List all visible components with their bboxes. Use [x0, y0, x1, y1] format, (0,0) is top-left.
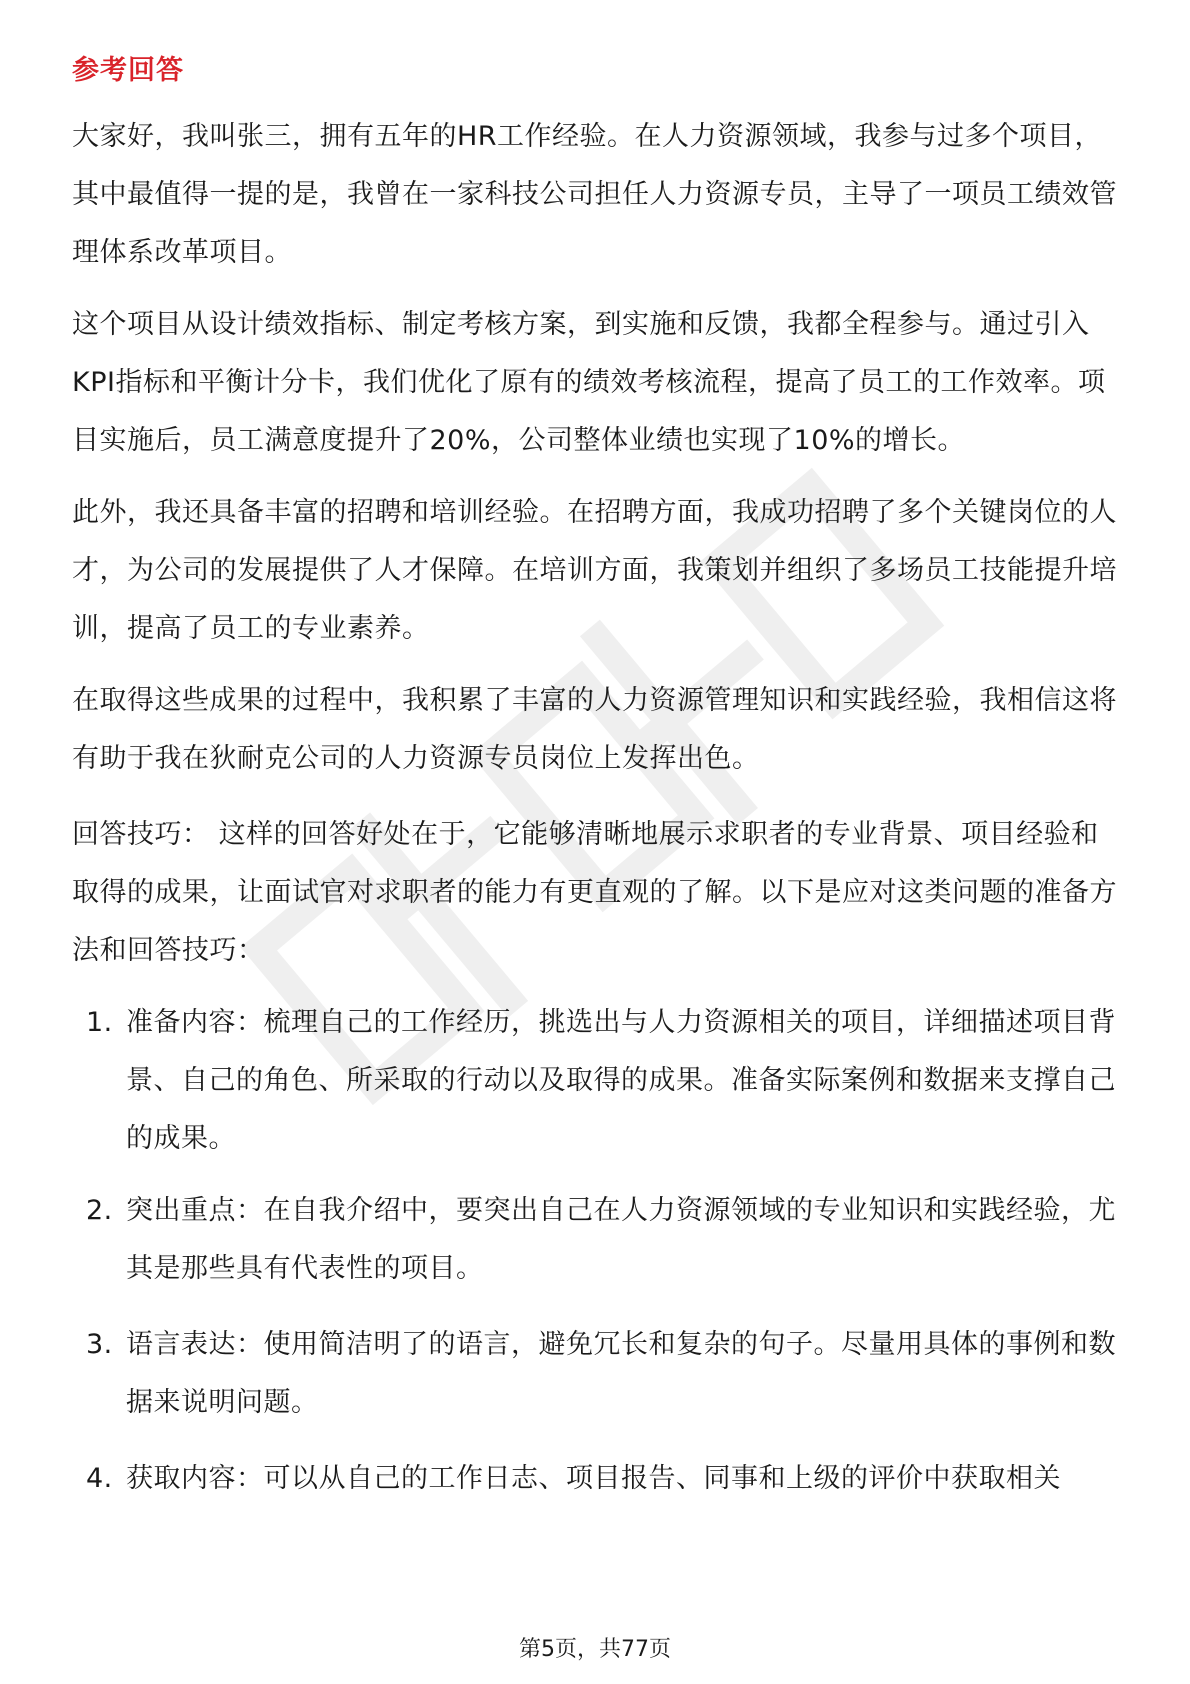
list-text: 准备内容：梳理自己的工作经历，挑选出与人力资源相关的项目，详细描述项目背景、自己的角色、所采取的行动以及取得的成果。准备实际案例和数据来支撑自己的成果。: [126, 1007, 1116, 1154]
list-number: 3.: [86, 1329, 113, 1360]
paragraph-intro: 大家好，我叫张三，拥有五年的HR工作经验。在人力资源领域，我参与过多个项目，其中最值得一提的是，我曾在一家科技公司担任人力资源专员，主导了一项员工绩效管理体系改革项目。: [72, 121, 1117, 268]
list-item: [72, 1316, 1122, 1432]
list-text: 获取内容：可以从自己的工作日志、项目报告、同事和上级的评价中获取相关: [126, 1463, 1061, 1494]
list-number: 1.: [86, 1007, 113, 1038]
paragraph-project: 这个项目从设计绩效指标、制定考核方案，到实施和反馈，我都全程参与。通过引入KPI指标和平衡计分卡，我们优化了原有的绩效考核流程，提高了员工的工作效率。项目实施后，员工满意度提升了20%，公司整体业绩也实现了10%的增长。: [72, 309, 1106, 456]
page-number: 第5页，共77页: [519, 1637, 671, 1662]
list-item: [72, 1182, 1122, 1298]
section-title: 参考回答: [72, 55, 184, 86]
paragraph-recruiting: 此外，我还具备丰富的招聘和培训经验。在招聘方面，我成功招聘了多个关键岗位的人才，为公司的发展提供了人才保障。在培训方面，我策划并组织了多场员工技能提升培训，提高了员工的专业素养。: [72, 497, 1117, 644]
list-item: [72, 1450, 1122, 1508]
list-text: 突出重点：在自我介绍中，要突出自己在人力资源领域的专业知识和实践经验，尤其是那些具有代表性的项目。: [126, 1195, 1116, 1284]
paragraph-conclusion: 在取得这些成果的过程中，我积累了丰富的人力资源管理知识和实践经验，我相信这将有助于我在狄耐克公司的人力资源专员岗位上发挥出色。: [72, 685, 1117, 774]
paragraph-tips: 回答技巧： 这样的回答好处在于，它能够清晰地展示求职者的专业背景、项目经验和取得的成果，让面试官对求职者的能力有更直观的了解。以下是应对这类问题的准备方法和回答技巧：: [72, 819, 1117, 966]
list-item: [72, 994, 1122, 1168]
list-number: 2.: [86, 1195, 113, 1226]
list-text: 语言表达：使用简洁明了的语言，避免冗长和复杂的句子。尽量用具体的事例和数据来说明问题。: [126, 1329, 1116, 1418]
list-number: 4.: [86, 1463, 113, 1494]
